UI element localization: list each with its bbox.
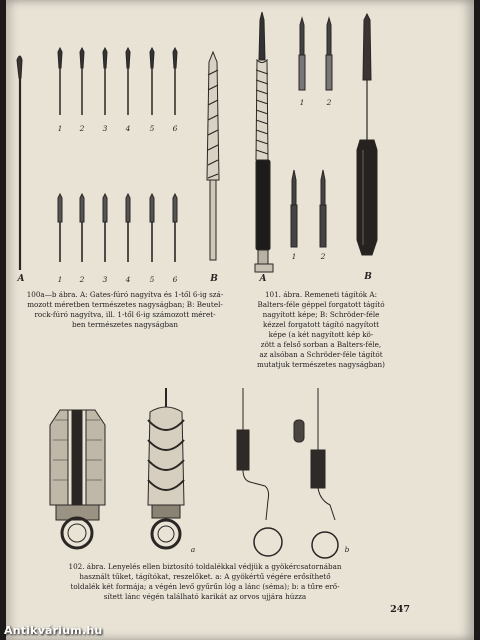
- fig100-bottom-label-6: 6: [172, 275, 178, 284]
- fig100-top-row-drills: [58, 48, 177, 115]
- fig101-caption-line: mutatjuk természetes nagyságban): [257, 360, 385, 369]
- watermark: Antikvárium.hu: [4, 624, 103, 637]
- fig100-caption-line: ben természetes nagyságban: [72, 320, 178, 329]
- fig100-bottom-label-4: 4: [125, 275, 131, 284]
- fig100-bottom-row-drills: [58, 194, 177, 262]
- fig102-label-a: a: [190, 545, 196, 554]
- fig100-top-label-6: 6: [172, 124, 178, 133]
- page-number: 247: [390, 604, 410, 615]
- fig100-beutelrock-drill-b: [207, 52, 219, 260]
- fig101-balters-reamer-a: [255, 12, 273, 272]
- fig101-caption-line: az alsóban a Schröder-féle tágítót: [259, 350, 383, 359]
- fig100-gates-drill-a: [17, 56, 22, 270]
- fig101-caption-line: kézzel forgatott tágító nagyított: [262, 320, 380, 329]
- fig102-caption-line: sített lánc végén található karikát az orvos ujjára húzza: [103, 592, 307, 601]
- fig100-caption-line: mozott méretben természetes nagyságban; B: Beutel-: [27, 300, 223, 309]
- fig102-label-b: b: [344, 545, 350, 554]
- fig101-caption-line: 101. ábra. Remeneti tágítók A:: [264, 290, 378, 299]
- fig101-label-top-2: 2: [326, 98, 332, 107]
- fig100-top-label-3: 3: [102, 124, 108, 133]
- fig102-caption-line: toldalék két formája; a végén levő gyűrűn lóg a lánc (séma); b: a tűre erő-: [70, 582, 340, 591]
- fig100-bottom-label-1: 1: [57, 275, 63, 284]
- fig102-chain-schema: [237, 388, 338, 558]
- fig101-small-reamers-top: [299, 18, 332, 90]
- fig100-label-a: A: [17, 274, 25, 284]
- fig100-caption: [8, 290, 242, 330]
- fig102-caption: [30, 562, 380, 602]
- fig101-small-reamers-bottom: [291, 170, 326, 247]
- fig100-caption-line: 100a—b ábra. A: Gates-fúró nagyítva és 1-től 6-ig szá-: [26, 290, 224, 299]
- fig101-label-bottom-2: 2: [320, 252, 326, 261]
- fig101-label-bottom-1: 1: [291, 252, 297, 261]
- fig101-caption: [248, 290, 394, 370]
- fig102-attachment-section: [50, 410, 105, 548]
- fig100-top-label-2: 2: [79, 124, 85, 133]
- fig100-bottom-label-3: 3: [102, 275, 108, 284]
- fig101-caption-line: nagyított képe; B: Schröder-féle: [262, 310, 380, 319]
- fig102-attachment-spiral: [148, 388, 184, 548]
- fig100-bottom-label-5: 5: [149, 275, 155, 284]
- fig101-label-a: A: [259, 274, 267, 284]
- fig100-bottom-label-2: 2: [79, 275, 85, 284]
- fig101-label-top-1: 1: [299, 98, 305, 107]
- fig101-label-b: B: [364, 272, 372, 282]
- fig100-top-label-1: 1: [57, 124, 63, 133]
- fig101-caption-line: képe (a két nagyított kép kö-: [268, 330, 374, 339]
- fig102-caption-line: használt tűket, tágítókat, reszelőket. a: A gyökértű végére erősíthető: [79, 572, 331, 581]
- fig101-schroder-reamer-b: [357, 14, 377, 255]
- fig101-caption-line: zött a felső sorban a Balters-féle,: [260, 340, 382, 349]
- fig100-caption-line: rock-fúró nagyítva, ill. 1-től 6-ig számozott méret-: [34, 310, 216, 319]
- fig102-caption-line: 102. ábra. Lenyelés ellen biztosító toldalékkal védjük a gyökércsatornában: [68, 562, 342, 571]
- fig101-caption-line: Balters-féle géppel forgatott tágító: [257, 300, 385, 309]
- fig100-top-label-5: 5: [149, 124, 155, 133]
- fig100-label-b: B: [210, 274, 218, 284]
- fig100-top-label-4: 4: [125, 124, 131, 133]
